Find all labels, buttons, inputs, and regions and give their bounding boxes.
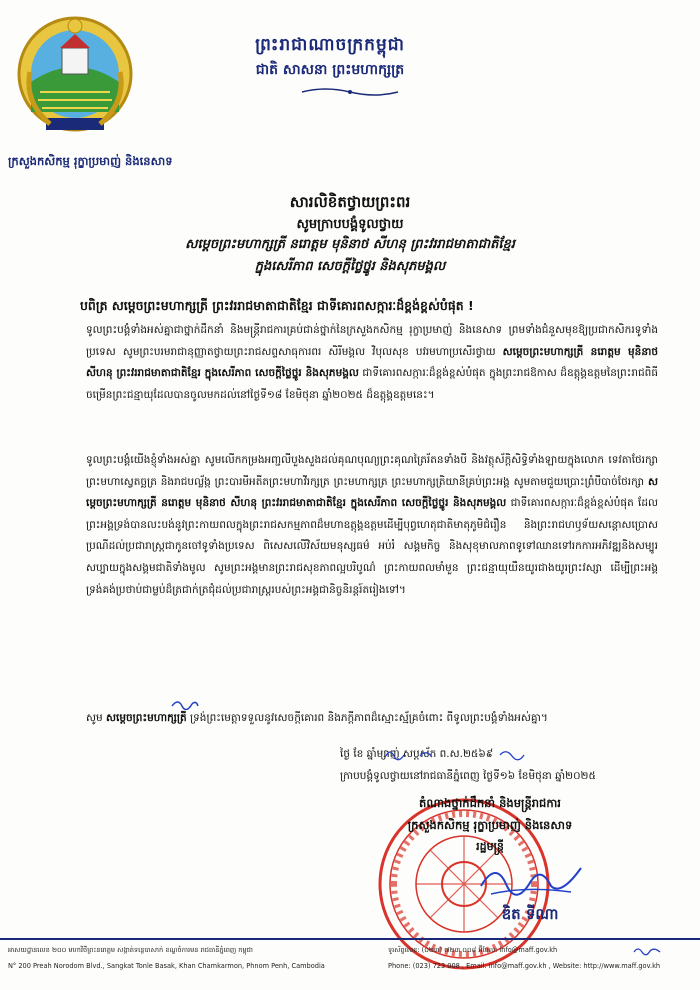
lunar-date: ថ្ងៃ ខែ ឆ្នាំម្សាញ់ សប្តស័ក ព.ស.២៥៦៩: [340, 748, 494, 760]
salutation: បពិត្រ សម្តេចព្រះមហាក្សត្រី ព្រះវររាជមាតាជាតិខ្មែរ ជាទីគោរពសក្ការៈដ៏ខ្ពង់ខ្ពស់បំផុត !: [80, 298, 474, 313]
signatory-title: រដ្ឋមន្ត្រី: [476, 840, 504, 853]
paragraph-3: សូម សម្តេចព្រះមហាក្សត្រី ទ្រង់ព្រះមេត្តាទទួលនូវសេចក្តីគោរព និងភក្តីភាពដ៏ស្មោះស្ម័គ្រចំពោះ ពីទូលព្រះបង្គំទាំងអស់គ្នា។: [86, 712, 548, 724]
letter-subtitle: សូមក្រាបបង្គំទូលថ្វាយ: [296, 217, 404, 232]
paragraph-1: ទូលព្រះបង្គំទាំងអស់គ្នាជាថ្នាក់ដឹកនាំ និងមន្ត្រីរាជការគ្រប់ជាន់ថ្នាក់នៃក្រសួងកសិកម្ម រុក្ខាប្រមាញ់ និងនេសាទ ព្រមទាំងជំនួសមុខឱ្យប្រជាកសិករទូទាំងប្រទេស សូមព្រះបរមរាជានុញ្ញាតថ្វាយព្រះរាជសព្ទសាធុការពរ សិរីមង្គល វិបុលសុខ បវរមហាប្រសើរថ្វាយ សម្តេចព្រះមហាក្សត្រី នរោត្តម មុនិនាថ សីហនុ ព្រះវររាជមាតាជាតិខ្មែរ ក្នុងសេរីភាព សេចក្តីថ្លៃថ្នូរ និងសុភមង្គល ជាទីគោរពសក្ការៈដ៏ខ្ពង់ខ្ពស់បំផុត ក្នុងព្រះរាជឱកាស ដ៏ឧត្តុង្គឧត្តមនៃព្រះរាជពិធីចម្រើនព្រះជន្មាយុដែលបានចូលមកដល់នៅថ្ងៃទី១៨ ខែមិថុនា ឆ្នាំ២០២៥ ដ៏ឧត្តុង្គឧត្តមនេះ។: [86, 324, 659, 401]
handwritten-date-icon: [380, 746, 580, 762]
solar-date: ក្រាបបង្គំទូលថ្វាយនៅរាជធានីភ្នំពេញ ថ្ងៃទី១៦ ខែមិថុនា ឆ្នាំ២០២៥: [340, 770, 596, 782]
honoree-title: សម្តេចព្រះមហាក្សត្រី: [106, 712, 187, 724]
footer-contact-en: Phone: (023) 723 008 , Email: info@maff.gov.kh , Website: http://www.maff.gov.kh: [388, 962, 661, 970]
signatory-role: តំណាងថ្នាក់ដឹកនាំ និងមន្ត្រីរាជការ: [419, 796, 561, 810]
footer-initials-icon: [632, 944, 662, 956]
handwritten-mark-icon: [170, 696, 200, 710]
recipient-wish: ក្នុងសេរីភាព សេចក្តីថ្លៃថ្នូរ និងសុភមង្គល: [254, 259, 446, 274]
paragraph-2: ទូលព្រះបង្គំយើងខ្ញុំទាំងអស់គ្នា សូមលើកកម្រងអញ្ជលីបួងសួងដល់គុណបុណ្យព្រះគុណត្រៃរ័តនទាំងបី និងវត្ថុស័ក្តិសិទ្ធិទាំងឡាយក្នុងលោក ទេវតាថែរក្សាព្រះមហាស្វេតច្ឆត្រ និងរាជបល្ល័ង្ក ព្រះបារមីអតីតព្រះមហាវីរក្សត្រ ព្រះមហាក្សត្រ ព្រះមហាក្សត្រិយានីគ្រប់ព្រះអង្គ សូមតាមជួយប្រោះព្រំបីបាច់ថែរក្សា សម្តេចព្រះមហាក្សត្រី នរោត្តម មុនិនាថ សីហនុ ព្រះវររាជមាតាជាតិខ្មែរ ក្នុងសេរីភាព សេចក្តីថ្លៃថ្នូរ និងសុភមង្គល ជាទីគោរពសក្ការៈដ៏ខ្ពង់ខ្ពស់បំផុត ដែលព្រះអង្គទ្រង់បានលះបង់នូវព្រះកាយពលក្នុងព្រះរាជសកម្មភាពដ៏មហាឧត្តុង្គឧត្តមដើម្បីបុព្វហេតុជាតិមាតុភូមិជំរឿន និងព្រះរាជហឫទ័យសន្ដោសប្រោសប្រណីដល់ប្រជារាស្ត្រជាកូនចៅទូទាំងប្រទេស ពិសេសលើវិស័យមនុស្សធម៌ អប់រំ សង្គមកិច្ច និងសុខុមាលភាពទូទៅឈានទៅរកការអភិវឌ្ឍនិងសម្បូរសប្បាយក្នុងសង្គមជាតិទាំងមូល សូមព្រះអង្គមានព្រះរាជសុខភាពល្អបរិបូណ៌ ព្រះកាយពលមាំមួន ព្រះជន្មាយុយឺនយូរជាងយូរព្រះវស្សា ដើម្បីព្រះអង្គទ្រង់គង់ប្រថាប់ជាម្លប់ដ៏ត្រជាក់ត្រជុំដល់ប្រជារាស្ត្ររបស់ព្រះអង្គជានិច្ចនិរន្តរ៍តរៀងទៅ។: [86, 454, 659, 596]
footer-divider: [0, 938, 700, 940]
honoree-name: សម្តេចព្រះមហាក្សត្រី នរោត្តម មុនិនាថ សីហនុ ព្រះវររាជមាតាជាតិខ្មែរ ក្នុងសេរីភាព សេចក្តីថ្លៃថ្នូរ និងសុភមង្គល: [86, 475, 658, 510]
national-motto: ជាតិ សាសនា ព្រះមហាក្សត្រ: [255, 62, 405, 78]
honoree-name: សម្តេចព្រះមហាក្សត្រី នរោត្តម មុនិនាថ សីហនុ ព្រះវររាជមាតាជាតិខ្មែរ ក្នុងសេរីភាព សេចក្តីថ្លៃថ្នូរ និងសុភមង្គល: [86, 345, 659, 380]
footer-contact-kh: ទូរស័ព្ទលេខ: (០២៣) ៧២៣ ០០៨ អ៊ីមែល: info@maff.gov.kh: [388, 946, 558, 954]
footer-address-en: N° 200 Preah Norodom Blvd., Sangkat Tonle Basak, Khan Chamkarmon, Phnom Penh, Cambodia: [8, 962, 325, 970]
handwritten-signature-icon: [476, 856, 586, 901]
ornament-divider-icon: [300, 86, 400, 98]
signatory-ministry: ក្រសួងកសិកម្ម រុក្ខាប្រមាញ់ និងនេសាទ: [407, 818, 573, 832]
signer-name: ឌិត ទីណា: [501, 905, 559, 923]
letter-title: សារលិខិតថ្វាយព្រះពរ: [289, 193, 411, 211]
recipient-name: សម្តេចព្រះមហាក្សត្រី នរោត្តម មុនិនាថ សីហនុ ព្រះវររាជមាតាជាតិខ្មែរ: [185, 237, 515, 252]
footer-address-kh: អាសយដ្ឋានលេខ ២០០ មហាវិថីព្រះនរោត្តម សង្កាត់ទន្លេបាសាក់ ខណ្ឌចំការមន រាជធានីភ្នំពេញ កម្ពុជា: [8, 946, 253, 954]
kingdom-title: ព្រះរាជាណាចក្រកម្ពុជា: [255, 35, 405, 55]
ministry-name: ក្រសួងកសិកម្ម រុក្ខាប្រមាញ់ និងនេសាទ: [8, 154, 173, 168]
